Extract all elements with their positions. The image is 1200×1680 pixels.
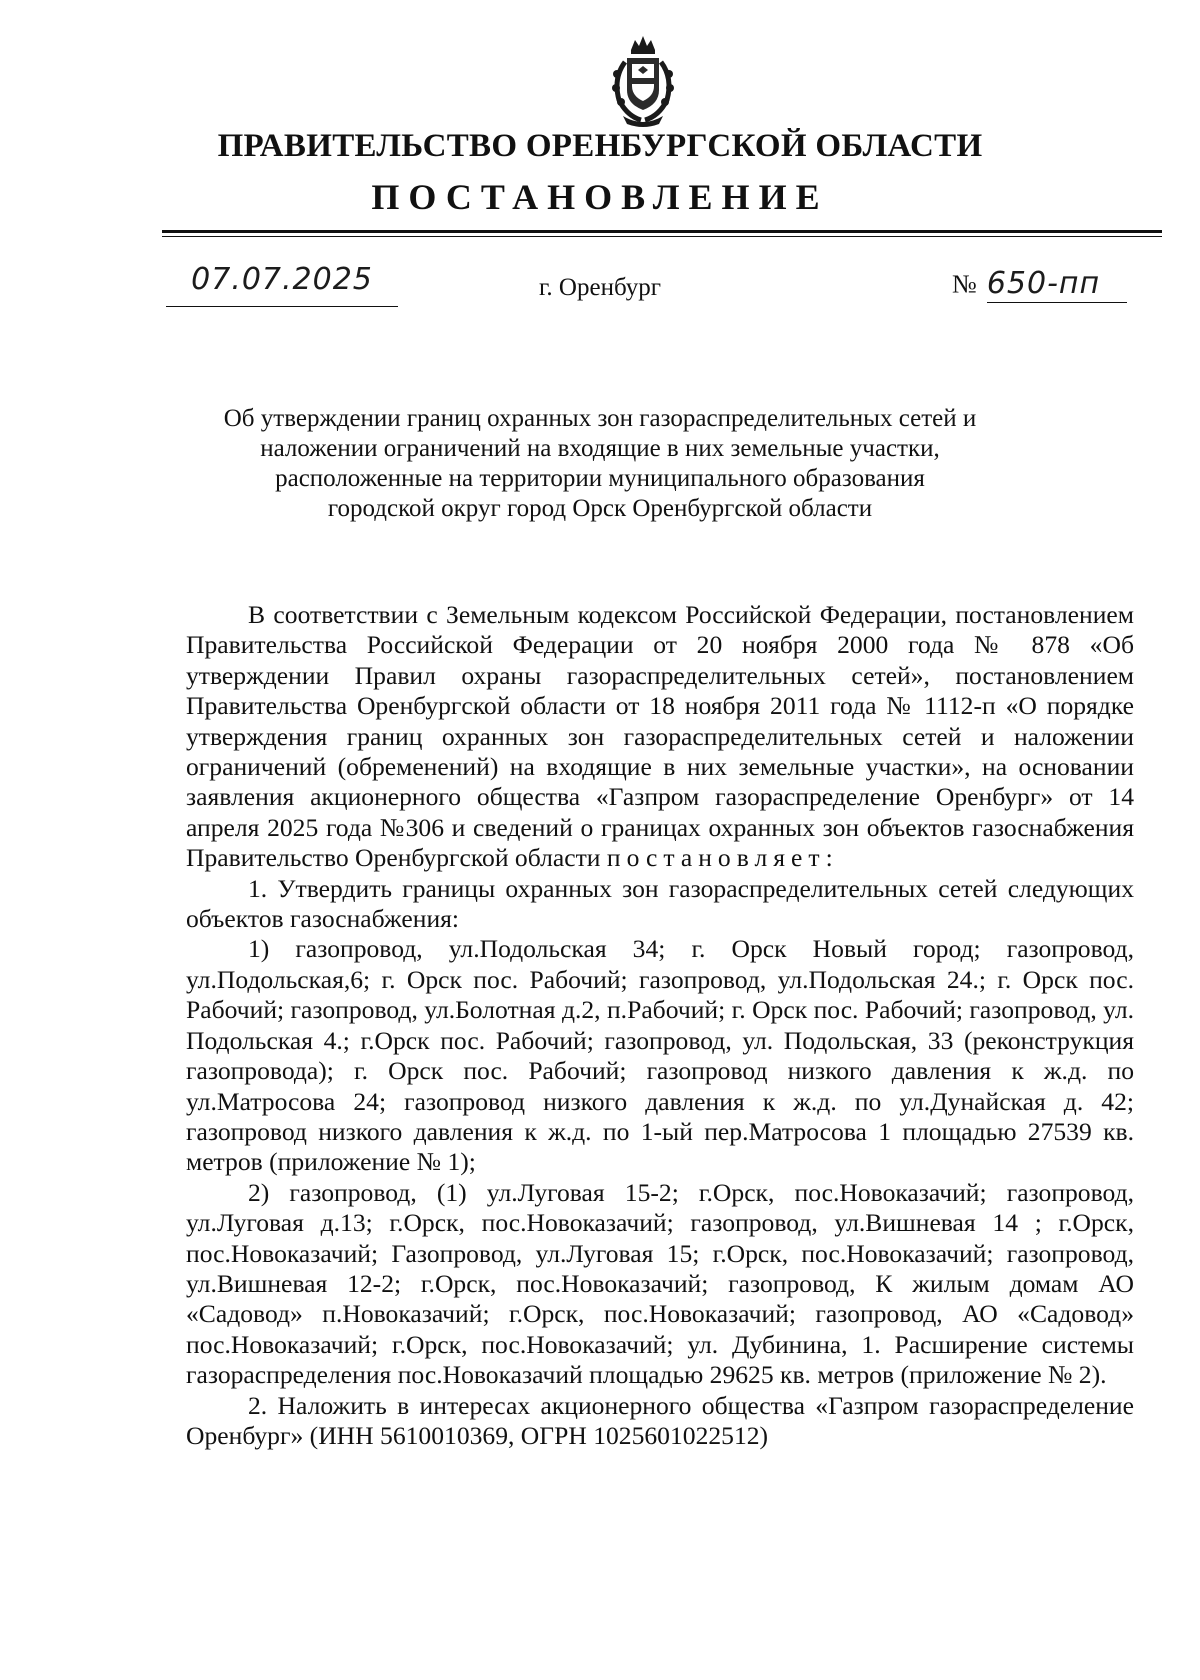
header-divider — [162, 230, 1162, 233]
subject-line: расположенные на территории муниципального образования — [275, 465, 925, 492]
item-1-1-paragraph: 1) газопровод, ул.Подольская 34; г. Орск Новый город; газопровод, ул.Подольская,6; г. Орск пос. Рабочий; газопровод, ул.Подольская 24.; г. Орск пос. Рабочий; газопровод, ул.Болотная д.2, п.Рабочий; г. Орск пос. Рабочий; газопровод, ул. Подольская 4.; г.Орск пос. Рабочий; газопровод, ул. Подольская, 33 (реконструкция газопровода); г. Орск пос. Рабочий; газопровод низкого давления к ж.д. по ул.Матросова 24; газопровод низкого давления к ж.д. по ул.Дунайская д. 42; газопровод низкого давления к ж.д. по 1-ый пер.Матросова 1 площадью 27539 кв. метров (приложение № 1); — [186, 934, 1134, 1177]
document-type-title: ПОСТАНОВЛЕНИЕ — [371, 177, 829, 217]
document-body — [186, 600, 1134, 1451]
subject-line: городской округ город Орск Оренбургской области — [327, 495, 873, 522]
preamble-text: В соответствии с Земельным кодексом Российской Федерации, постановлением Правительства Российской Федерации от 20 ноября 2000 года № 878 «Об утверждении Правил охраны газораспределительных сетей», постановлением Правительства Оренбургской области от 18 ноября 2011 года № 1112-п «О порядке утверждения границ охранных зон газораспределительных сетей и наложении ограничений (обременений) на входящие в них земельные участки», на основании заявления акционерного общества «Газпром газораспределение Оренбург» от 14 апреля 2025 года №306 и сведений о границах охранных зон объектов газоснабжения Правительство Оренбургской области — [186, 600, 1134, 873]
decree-word: постановляет: — [606, 843, 839, 873]
subject-line: Об утверждении границ охранных зон газораспределительных сетей и — [223, 405, 977, 432]
number-sign: № — [952, 269, 977, 299]
subject-line: наложении ограничений на входящие в них земельные участки, — [260, 435, 940, 462]
header-divider-thin — [162, 236, 1162, 237]
preamble-paragraph — [186, 600, 1134, 874]
item-2-paragraph: 2. Наложить в интересах акционерного общества «Газпром газораспределение Оренбург» (ИНН 5610010369, ОГРН 1025601022512) — [186, 1390, 1134, 1450]
item-1-2-paragraph: 2) газопровод, (1) ул.Луговая 15-2; г.Орск, пос.Новоказачий; газопровод, ул.Луговая д.13; г.Орск, пос.Новоказачий; газопровод, ул.Вишневая 14 ; г.Орск, пос.Новоказачий; Газопровод, ул.Луговая 15; г.Орск, пос.Новоказачий; газопровод, ул.Вишневая 12-2; г.Орск, пос.Новоказачий; газопровод, К жилым домам АО «Садовод» п.Новоказачий; г.Орск, пос.Новоказачий; газопровод, АО «Садовод» пос.Новоказачий; г.Орск, пос.Новоказачий; ул. Дубинина, 1. Расширение системы газораспределения пос.Новоказачий площадью 29625 кв. метров (приложение № 2). — [186, 1177, 1134, 1390]
city-label: г. Оренбург — [539, 274, 661, 301]
number-field — [952, 266, 1127, 306]
handwritten-date: 07.07.2025 — [191, 262, 373, 297]
handwritten-number: 650-пп — [986, 266, 1101, 301]
government-title: ПРАВИТЕЛЬСТВО ОРЕНБУРГСКОЙ ОБЛАСТИ — [217, 128, 983, 164]
number-underline — [987, 266, 1127, 303]
document-subject — [0, 404, 1200, 524]
coat-of-arms-icon — [605, 34, 681, 128]
item-1-paragraph: 1. Утвердить границы охранных зон газораспределительных сетей следующих объектов газоснабжения: — [186, 873, 1134, 934]
